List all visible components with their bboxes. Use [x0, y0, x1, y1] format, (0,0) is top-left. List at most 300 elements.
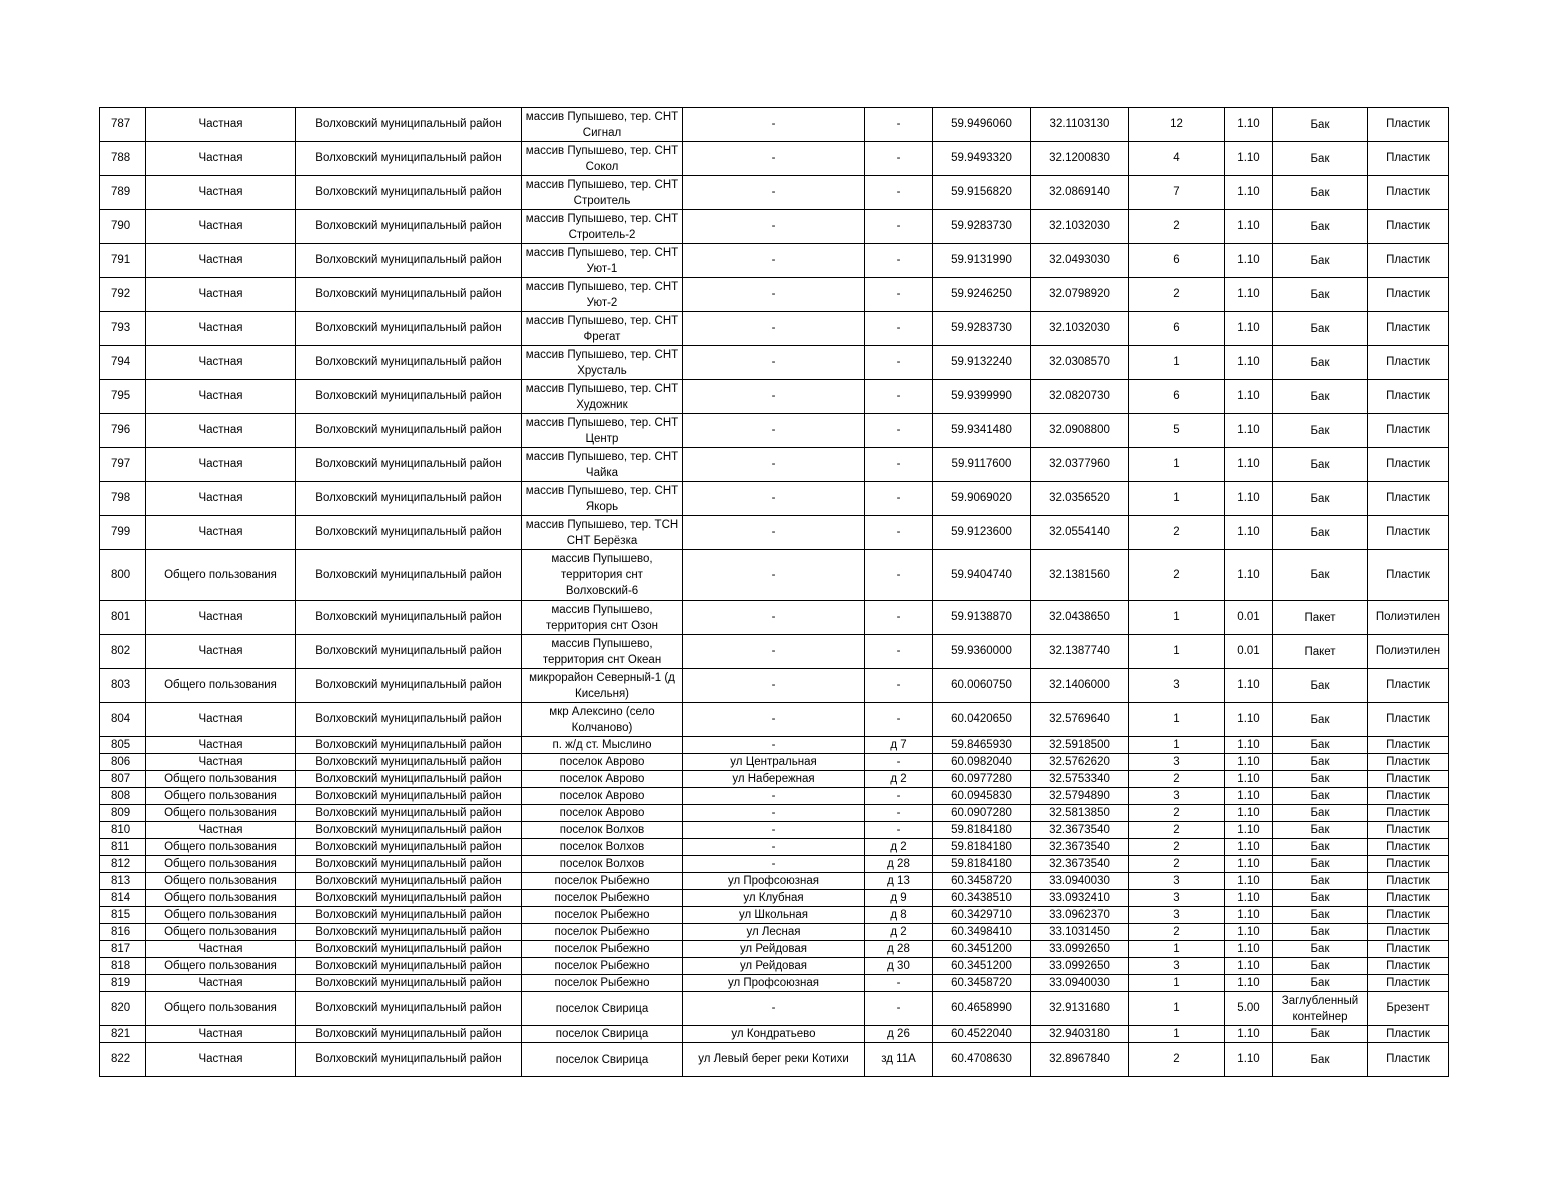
house-cell: - — [865, 142, 933, 176]
latitude-cell: 59.9069020 — [933, 482, 1031, 516]
table-row — [100, 380, 1449, 414]
longitude-cell: 32.1032030 — [1031, 312, 1129, 346]
volume-cell: 1.10 — [1225, 278, 1273, 312]
house-cell: - — [865, 805, 933, 822]
site-type-cell: Частная — [146, 210, 296, 244]
volume-cell: 1.10 — [1225, 737, 1273, 754]
latitude-cell: 60.3458720 — [933, 873, 1031, 890]
row-number-cell: 805 — [100, 737, 146, 754]
settlement-cell: массив Пупышево, тер. СНТ Фрегат — [522, 312, 683, 346]
settlement-cell: массив Пупышево, тер. СНТ Хрусталь — [522, 346, 683, 380]
volume-cell: 0.01 — [1225, 635, 1273, 669]
latitude-cell: 60.0060750 — [933, 669, 1031, 703]
district-cell: Волховский муниципальный район — [296, 312, 522, 346]
latitude-cell: 60.3429710 — [933, 907, 1031, 924]
site-type-cell: Частная — [146, 312, 296, 346]
material-cell: Пластик — [1368, 941, 1449, 958]
row-number-cell: 808 — [100, 788, 146, 805]
house-cell: д 8 — [865, 907, 933, 924]
longitude-cell: 32.0377960 — [1031, 448, 1129, 482]
container-type-cell: Бак — [1273, 890, 1368, 907]
container-count-cell: 6 — [1129, 244, 1225, 278]
container-type-cell: Бак — [1273, 805, 1368, 822]
volume-cell: 1.10 — [1225, 703, 1273, 737]
container-count-cell: 3 — [1129, 958, 1225, 975]
district-cell: Волховский муниципальный район — [296, 992, 522, 1026]
house-cell: - — [865, 346, 933, 380]
district-cell: Волховский муниципальный район — [296, 941, 522, 958]
longitude-cell: 32.1103130 — [1031, 108, 1129, 142]
house-cell: - — [865, 550, 933, 601]
container-count-cell: 7 — [1129, 176, 1225, 210]
settlement-cell: поселок Рыбежно — [522, 941, 683, 958]
waste-sites-table — [99, 107, 1449, 1077]
street-cell: - — [683, 992, 865, 1026]
table-row — [100, 601, 1449, 635]
row-number-cell: 820 — [100, 992, 146, 1026]
district-cell: Волховский муниципальный район — [296, 142, 522, 176]
material-cell: Пластик — [1368, 278, 1449, 312]
settlement-cell: поселок Рыбежно — [522, 958, 683, 975]
house-cell: - — [865, 108, 933, 142]
row-number-cell: 788 — [100, 142, 146, 176]
latitude-cell: 59.8465930 — [933, 737, 1031, 754]
district-cell: Волховский муниципальный район — [296, 805, 522, 822]
row-number-cell: 794 — [100, 346, 146, 380]
container-type-cell: Бак — [1273, 346, 1368, 380]
longitude-cell: 32.0308570 — [1031, 346, 1129, 380]
volume-cell: 1.10 — [1225, 380, 1273, 414]
site-type-cell: Частная — [146, 754, 296, 771]
table-row — [100, 176, 1449, 210]
container-count-cell: 2 — [1129, 771, 1225, 788]
longitude-cell: 32.5769640 — [1031, 703, 1129, 737]
table-row — [100, 890, 1449, 907]
street-cell: - — [683, 788, 865, 805]
latitude-cell: 60.0977280 — [933, 771, 1031, 788]
settlement-cell: поселок Аврово — [522, 788, 683, 805]
volume-cell: 1.10 — [1225, 1026, 1273, 1043]
district-cell: Волховский муниципальный район — [296, 873, 522, 890]
settlement-cell: поселок Волхов — [522, 822, 683, 839]
site-type-cell: Частная — [146, 244, 296, 278]
table-row — [100, 1026, 1449, 1043]
house-cell: д 28 — [865, 856, 933, 873]
row-number-cell: 795 — [100, 380, 146, 414]
latitude-cell: 60.0420650 — [933, 703, 1031, 737]
latitude-cell: 59.9496060 — [933, 108, 1031, 142]
table-row — [100, 516, 1449, 550]
volume-cell: 1.10 — [1225, 210, 1273, 244]
site-type-cell: Частная — [146, 941, 296, 958]
table-row — [100, 924, 1449, 941]
street-cell: ул Набережная — [683, 771, 865, 788]
site-type-cell: Частная — [146, 176, 296, 210]
container-type-cell: Бак — [1273, 737, 1368, 754]
longitude-cell: 32.0869140 — [1031, 176, 1129, 210]
row-number-cell: 818 — [100, 958, 146, 975]
street-cell: - — [683, 516, 865, 550]
row-number-cell: 809 — [100, 805, 146, 822]
latitude-cell: 60.0945830 — [933, 788, 1031, 805]
latitude-cell: 60.3438510 — [933, 890, 1031, 907]
material-cell: Пластик — [1368, 516, 1449, 550]
volume-cell: 1.10 — [1225, 142, 1273, 176]
site-type-cell: Частная — [146, 380, 296, 414]
container-type-cell: Бак — [1273, 873, 1368, 890]
container-count-cell: 1 — [1129, 635, 1225, 669]
latitude-cell: 59.9283730 — [933, 210, 1031, 244]
district-cell: Волховский муниципальный район — [296, 448, 522, 482]
table-row — [100, 482, 1449, 516]
row-number-cell: 802 — [100, 635, 146, 669]
settlement-cell: мкр Алексино (село Колчаново) — [522, 703, 683, 737]
row-number-cell: 803 — [100, 669, 146, 703]
settlement-cell: массив Пупышево, тер. СНТ Сокол — [522, 142, 683, 176]
table-row — [100, 788, 1449, 805]
table-row — [100, 635, 1449, 669]
container-type-cell: Бак — [1273, 210, 1368, 244]
material-cell: Пластик — [1368, 448, 1449, 482]
house-cell: - — [865, 210, 933, 244]
district-cell: Волховский муниципальный район — [296, 210, 522, 244]
street-cell: - — [683, 822, 865, 839]
street-cell: ул Клубная — [683, 890, 865, 907]
settlement-cell: массив Пупышево, тер. СНТ Строитель-2 — [522, 210, 683, 244]
volume-cell: 1.10 — [1225, 414, 1273, 448]
latitude-cell: 60.3451200 — [933, 958, 1031, 975]
material-cell: Пластик — [1368, 771, 1449, 788]
street-cell: - — [683, 312, 865, 346]
settlement-cell: поселок Рыбежно — [522, 924, 683, 941]
material-cell: Пластик — [1368, 805, 1449, 822]
latitude-cell: 59.9283730 — [933, 312, 1031, 346]
longitude-cell: 32.1032030 — [1031, 210, 1129, 244]
container-type-cell: Бак — [1273, 1026, 1368, 1043]
settlement-cell: массив Пупышево, тер. СНТ Центр — [522, 414, 683, 448]
street-cell: - — [683, 669, 865, 703]
latitude-cell: 60.4658990 — [933, 992, 1031, 1026]
street-cell: - — [683, 210, 865, 244]
district-cell: Волховский муниципальный район — [296, 788, 522, 805]
container-type-cell: Бак — [1273, 448, 1368, 482]
container-count-cell: 3 — [1129, 907, 1225, 924]
table-row — [100, 448, 1449, 482]
house-cell: - — [865, 635, 933, 669]
volume-cell: 1.10 — [1225, 839, 1273, 856]
longitude-cell: 33.0992650 — [1031, 941, 1129, 958]
site-type-cell: Частная — [146, 414, 296, 448]
volume-cell: 1.10 — [1225, 771, 1273, 788]
settlement-cell: массив Пупышево, территория снт Океан — [522, 635, 683, 669]
site-type-cell: Частная — [146, 703, 296, 737]
settlement-cell: поселок Рыбежно — [522, 873, 683, 890]
container-count-cell: 1 — [1129, 1026, 1225, 1043]
row-number-cell: 799 — [100, 516, 146, 550]
row-number-cell: 787 — [100, 108, 146, 142]
street-cell: - — [683, 176, 865, 210]
district-cell: Волховский муниципальный район — [296, 958, 522, 975]
settlement-cell: массив Пупышево, тер. СНТ Строитель — [522, 176, 683, 210]
site-type-cell: Частная — [146, 635, 296, 669]
district-cell: Волховский муниципальный район — [296, 244, 522, 278]
latitude-cell: 59.9132240 — [933, 346, 1031, 380]
district-cell: Волховский муниципальный район — [296, 1043, 522, 1077]
latitude-cell: 60.3458720 — [933, 975, 1031, 992]
table-row — [100, 805, 1449, 822]
table-row — [100, 771, 1449, 788]
volume-cell: 1.10 — [1225, 550, 1273, 601]
street-cell: - — [683, 346, 865, 380]
district-cell: Волховский муниципальный район — [296, 822, 522, 839]
table-row — [100, 975, 1449, 992]
district-cell: Волховский муниципальный район — [296, 346, 522, 380]
house-cell: - — [865, 448, 933, 482]
street-cell: ул Рейдовая — [683, 941, 865, 958]
container-count-cell: 3 — [1129, 754, 1225, 771]
material-cell: Пластик — [1368, 839, 1449, 856]
latitude-cell: 59.9360000 — [933, 635, 1031, 669]
table-row — [100, 346, 1449, 380]
volume-cell: 1.10 — [1225, 873, 1273, 890]
table-row — [100, 941, 1449, 958]
table-row — [100, 312, 1449, 346]
row-number-cell: 815 — [100, 907, 146, 924]
district-cell: Волховский муниципальный район — [296, 176, 522, 210]
district-cell: Волховский муниципальный район — [296, 703, 522, 737]
container-count-cell: 3 — [1129, 873, 1225, 890]
volume-cell: 1.10 — [1225, 669, 1273, 703]
settlement-cell: микрорайон Северный-1 (д Кисельня) — [522, 669, 683, 703]
latitude-cell: 59.9138870 — [933, 601, 1031, 635]
house-cell: - — [865, 414, 933, 448]
container-type-cell: Бак — [1273, 550, 1368, 601]
material-cell: Пластик — [1368, 1043, 1449, 1077]
container-count-cell: 6 — [1129, 380, 1225, 414]
volume-cell: 1.10 — [1225, 856, 1273, 873]
row-number-cell: 817 — [100, 941, 146, 958]
longitude-cell: 32.3673540 — [1031, 839, 1129, 856]
material-cell: Пластик — [1368, 210, 1449, 244]
volume-cell: 5.00 — [1225, 992, 1273, 1026]
street-cell: - — [683, 244, 865, 278]
street-cell: ул Рейдовая — [683, 958, 865, 975]
volume-cell: 1.10 — [1225, 108, 1273, 142]
container-type-cell: Бак — [1273, 958, 1368, 975]
street-cell: ул Кондратьево — [683, 1026, 865, 1043]
container-count-cell: 1 — [1129, 992, 1225, 1026]
row-number-cell: 807 — [100, 771, 146, 788]
volume-cell: 1.10 — [1225, 788, 1273, 805]
street-cell: - — [683, 550, 865, 601]
row-number-cell: 793 — [100, 312, 146, 346]
house-cell: д 30 — [865, 958, 933, 975]
row-number-cell: 806 — [100, 754, 146, 771]
settlement-cell: массив Пупышево, тер. ТСН СНТ Берёзка — [522, 516, 683, 550]
site-type-cell: Частная — [146, 346, 296, 380]
longitude-cell: 32.9403180 — [1031, 1026, 1129, 1043]
settlement-cell: п. ж/д ст. Мыслино — [522, 737, 683, 754]
house-cell: - — [865, 601, 933, 635]
site-type-cell: Частная — [146, 975, 296, 992]
settlement-cell: поселок Аврово — [522, 754, 683, 771]
row-number-cell: 789 — [100, 176, 146, 210]
container-count-cell: 1 — [1129, 482, 1225, 516]
table-row — [100, 669, 1449, 703]
material-cell: Пластик — [1368, 380, 1449, 414]
material-cell: Пластик — [1368, 414, 1449, 448]
container-count-cell: 1 — [1129, 448, 1225, 482]
table-row — [100, 414, 1449, 448]
longitude-cell: 32.0356520 — [1031, 482, 1129, 516]
latitude-cell: 60.0982040 — [933, 754, 1031, 771]
settlement-cell: поселок Волхов — [522, 856, 683, 873]
latitude-cell: 59.9123600 — [933, 516, 1031, 550]
settlement-cell: поселок Рыбежно — [522, 975, 683, 992]
house-cell: - — [865, 176, 933, 210]
settlement-cell: массив Пупышево, тер. СНТ Уют-1 — [522, 244, 683, 278]
settlement-cell: массив Пупышево, тер. СНТ Якорь — [522, 482, 683, 516]
site-type-cell: Общего пользования — [146, 771, 296, 788]
latitude-cell: 59.9117600 — [933, 448, 1031, 482]
container-count-cell: 3 — [1129, 788, 1225, 805]
settlement-cell: поселок Волхов — [522, 839, 683, 856]
table-row — [100, 754, 1449, 771]
settlement-cell: поселок Рыбежно — [522, 890, 683, 907]
table-row — [100, 907, 1449, 924]
longitude-cell: 32.3673540 — [1031, 856, 1129, 873]
house-cell: зд 11А — [865, 1043, 933, 1077]
street-cell: ул Профсоюзная — [683, 975, 865, 992]
longitude-cell: 32.1200830 — [1031, 142, 1129, 176]
volume-cell: 1.10 — [1225, 1043, 1273, 1077]
container-count-cell: 1 — [1129, 703, 1225, 737]
settlement-cell: массив Пупышево, территория снт Озон — [522, 601, 683, 635]
settlement-cell: поселок Аврово — [522, 771, 683, 788]
container-count-cell: 1 — [1129, 941, 1225, 958]
container-type-cell: Бак — [1273, 975, 1368, 992]
site-type-cell: Общего пользования — [146, 907, 296, 924]
latitude-cell: 59.9246250 — [933, 278, 1031, 312]
latitude-cell: 60.0907280 — [933, 805, 1031, 822]
container-type-cell: Заглубленный контейнер — [1273, 992, 1368, 1026]
settlement-cell: поселок Свирица — [522, 1043, 683, 1077]
district-cell: Волховский муниципальный район — [296, 516, 522, 550]
table-row — [100, 142, 1449, 176]
site-type-cell: Частная — [146, 1026, 296, 1043]
container-count-cell: 1 — [1129, 601, 1225, 635]
container-count-cell: 2 — [1129, 924, 1225, 941]
volume-cell: 1.10 — [1225, 822, 1273, 839]
site-type-cell: Общего пользования — [146, 992, 296, 1026]
settlement-cell: массив Пупышево, территория снт Волховский-6 — [522, 550, 683, 601]
district-cell: Волховский муниципальный район — [296, 482, 522, 516]
container-count-cell: 5 — [1129, 414, 1225, 448]
table-row — [100, 873, 1449, 890]
row-number-cell: 813 — [100, 873, 146, 890]
row-number-cell: 798 — [100, 482, 146, 516]
longitude-cell: 32.0908800 — [1031, 414, 1129, 448]
street-cell: - — [683, 839, 865, 856]
table-row — [100, 278, 1449, 312]
row-number-cell: 811 — [100, 839, 146, 856]
street-cell: - — [683, 737, 865, 754]
settlement-cell: массив Пупышево, тер. СНТ Чайка — [522, 448, 683, 482]
longitude-cell: 33.0992650 — [1031, 958, 1129, 975]
longitude-cell: 32.0798920 — [1031, 278, 1129, 312]
district-cell: Волховский муниципальный район — [296, 737, 522, 754]
latitude-cell: 60.3498410 — [933, 924, 1031, 941]
house-cell: - — [865, 669, 933, 703]
district-cell: Волховский муниципальный район — [296, 754, 522, 771]
house-cell: - — [865, 975, 933, 992]
container-count-cell: 12 — [1129, 108, 1225, 142]
district-cell: Волховский муниципальный район — [296, 890, 522, 907]
container-count-cell: 1 — [1129, 737, 1225, 754]
latitude-cell: 59.9404740 — [933, 550, 1031, 601]
row-number-cell: 816 — [100, 924, 146, 941]
volume-cell: 1.10 — [1225, 754, 1273, 771]
house-cell: д 2 — [865, 924, 933, 941]
house-cell: д 13 — [865, 873, 933, 890]
street-cell: - — [683, 703, 865, 737]
volume-cell: 1.10 — [1225, 176, 1273, 210]
row-number-cell: 821 — [100, 1026, 146, 1043]
volume-cell: 1.10 — [1225, 482, 1273, 516]
container-type-cell: Бак — [1273, 924, 1368, 941]
material-cell: Пластик — [1368, 669, 1449, 703]
material-cell: Пластик — [1368, 346, 1449, 380]
table-row — [100, 1043, 1449, 1077]
site-type-cell: Частная — [146, 108, 296, 142]
volume-cell: 1.10 — [1225, 448, 1273, 482]
container-type-cell: Бак — [1273, 380, 1368, 414]
latitude-cell: 59.9156820 — [933, 176, 1031, 210]
longitude-cell: 32.5918500 — [1031, 737, 1129, 754]
volume-cell: 1.10 — [1225, 924, 1273, 941]
container-type-cell: Пакет — [1273, 601, 1368, 635]
street-cell: - — [683, 380, 865, 414]
material-cell: Пластик — [1368, 890, 1449, 907]
site-type-cell: Частная — [146, 448, 296, 482]
volume-cell: 1.10 — [1225, 346, 1273, 380]
container-count-cell: 2 — [1129, 822, 1225, 839]
container-type-cell: Бак — [1273, 907, 1368, 924]
site-type-cell: Общего пользования — [146, 958, 296, 975]
material-cell: Полиэтилен — [1368, 601, 1449, 635]
longitude-cell: 32.3673540 — [1031, 822, 1129, 839]
material-cell: Брезент — [1368, 992, 1449, 1026]
latitude-cell: 59.9399990 — [933, 380, 1031, 414]
street-cell: - — [683, 856, 865, 873]
volume-cell: 1.10 — [1225, 244, 1273, 278]
site-type-cell: Частная — [146, 601, 296, 635]
district-cell: Волховский муниципальный район — [296, 601, 522, 635]
material-cell: Пластик — [1368, 550, 1449, 601]
longitude-cell: 32.1406000 — [1031, 669, 1129, 703]
house-cell: - — [865, 244, 933, 278]
latitude-cell: 59.8184180 — [933, 839, 1031, 856]
longitude-cell: 32.8967840 — [1031, 1043, 1129, 1077]
volume-cell: 0.01 — [1225, 601, 1273, 635]
container-count-cell: 2 — [1129, 210, 1225, 244]
container-type-cell: Бак — [1273, 771, 1368, 788]
house-cell: - — [865, 278, 933, 312]
material-cell: Пластик — [1368, 873, 1449, 890]
row-number-cell: 810 — [100, 822, 146, 839]
house-cell: д 9 — [865, 890, 933, 907]
site-type-cell: Общего пользования — [146, 873, 296, 890]
